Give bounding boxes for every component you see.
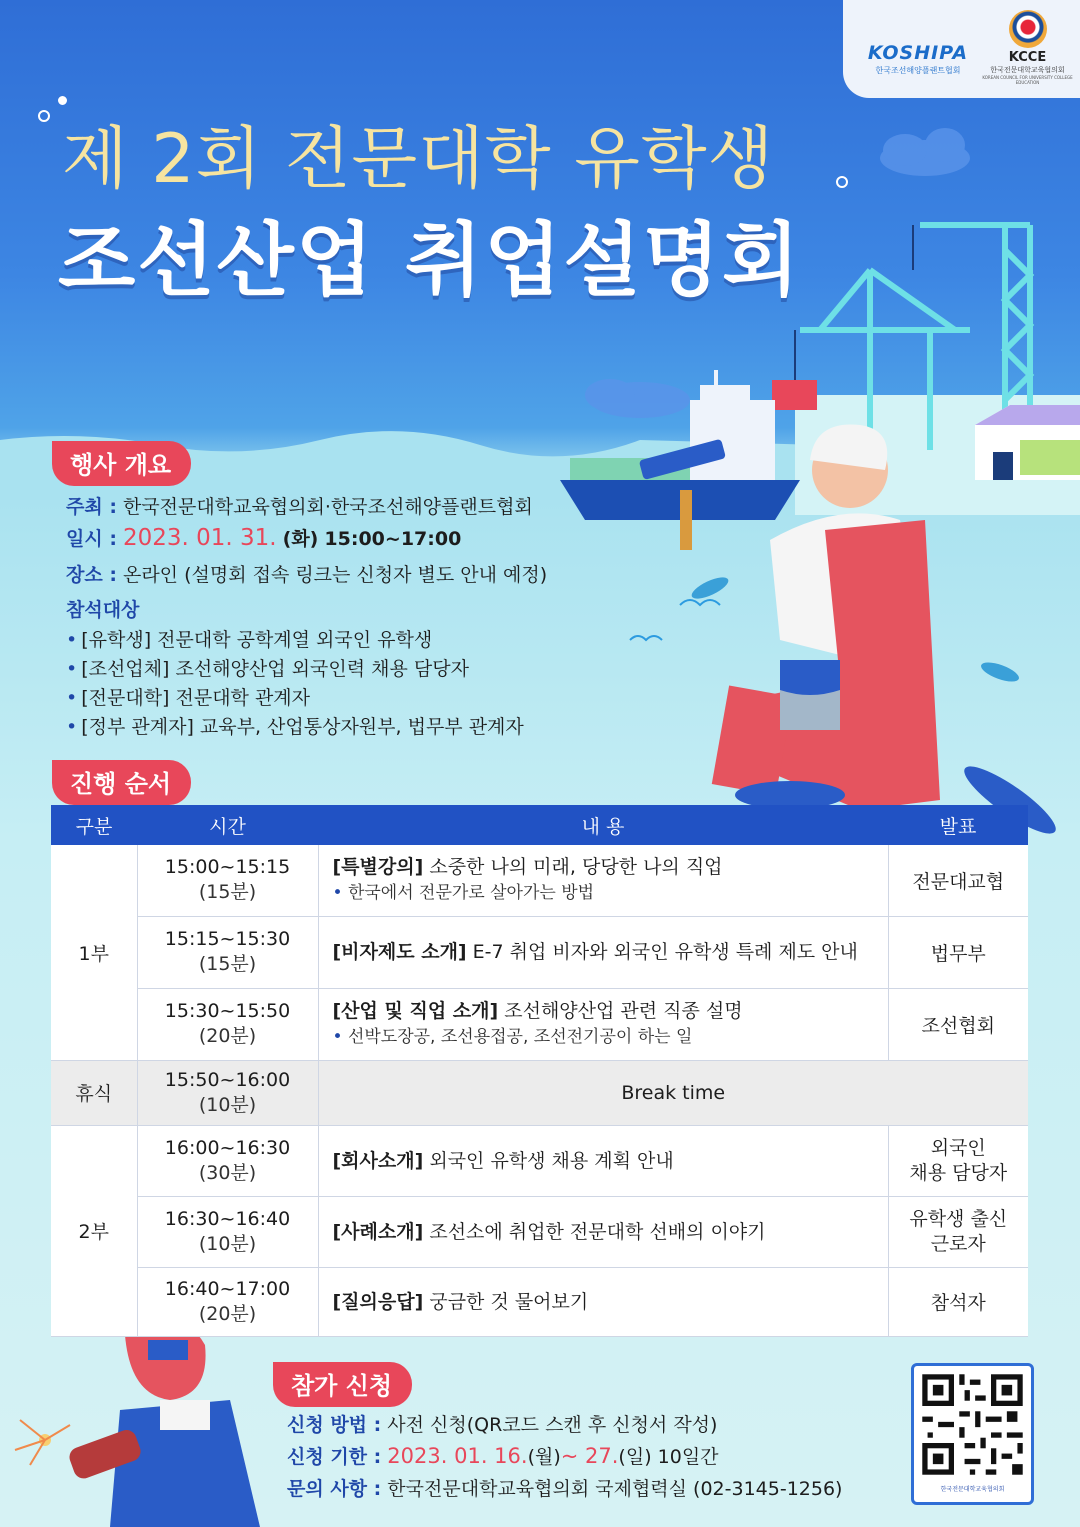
time-cell: 16:30~16:40 (10분): [137, 1196, 318, 1267]
qr-caption: 한국전문대학교육협의회: [940, 1486, 1005, 1493]
speaker-cell: 유학생 출신 근로자: [888, 1196, 1028, 1267]
content-cell: [사례소개] 조선소에 취업한 전문대학 선배의 이야기: [318, 1196, 888, 1267]
time-cell: 15:15~15:30 (15분): [137, 916, 318, 988]
speaker-cell: 법무부: [888, 916, 1028, 988]
decor-dot: [836, 176, 848, 188]
time-cell: 16:00~16:30 (30분): [137, 1125, 318, 1196]
table-row-break: [51, 1060, 1028, 1125]
list-item: • [정부 관계자] 교육부, 산업통상자원부, 법무부 관계자: [66, 716, 524, 738]
time-cell: 15:50~16:00 (10분): [137, 1060, 318, 1125]
content-cell: [특별강의] 소중한 나의 미래, 당당한 나의 직업 • 한국에서 전문가로 살아가는 방법: [318, 845, 888, 916]
time-cell: 15:00~15:15 (15분): [137, 845, 318, 916]
title-line-2: 조선산업 취업설명회: [58, 214, 802, 307]
audience-list: [66, 626, 524, 742]
time-cell: 15:30~15:50 (20분): [137, 988, 318, 1060]
list-item: • [전문대학] 전문대학 관계자: [66, 687, 311, 709]
rest-cell: 휴식: [51, 1060, 137, 1125]
section-apply-label: 참가 신청: [273, 1362, 412, 1407]
table-row: [51, 1125, 1028, 1196]
table-row: [51, 1196, 1028, 1267]
content-cell: [산업 및 직업 소개] 조선해양산업 관련 직종 설명 • 선박도장공, 조선용접공, 조선전기공이 하는 일: [318, 988, 888, 1060]
kcce-logo: KCCE 한국전문대학교육협의회 KOREAN COUNCIL FOR UNIVERSITY COLLEGE EDUCATION: [975, 10, 1080, 85]
speaker-cell: 전문대교협: [888, 845, 1028, 916]
apply-contact-row: 문의 사항 : 한국전문대학교육협의회 국제협력실 (02-3145-1256): [287, 1478, 843, 1500]
schedule-table: [51, 805, 1028, 1337]
table-row: [51, 916, 1028, 988]
table-row: [51, 988, 1028, 1060]
header-speaker: 발표: [888, 805, 1028, 845]
part-2-cell: 2부: [51, 1125, 137, 1336]
logo-panel: [843, 0, 1080, 98]
list-item: • [유학생] 전문대학 공학계열 외국인 유학생: [66, 629, 433, 651]
list-item: • [조선업체] 조선해양산업 외국인력 채용 담당자: [66, 658, 469, 680]
content-cell: [회사소개] 외국인 유학생 채용 계획 안내: [318, 1125, 888, 1196]
table-header-row: [51, 805, 1028, 845]
header-content: 내 용: [318, 805, 888, 845]
content-cell: [질의응답] 궁금한 것 물어보기: [318, 1267, 888, 1336]
part-1-cell: 1부: [51, 845, 137, 1060]
break-time-cell: Break time: [318, 1060, 1028, 1125]
time-cell: 16:40~17:00 (20분): [137, 1267, 318, 1336]
table-row: [51, 845, 1028, 916]
header-category: 구분: [51, 805, 137, 845]
speaker-cell: 참석자: [888, 1267, 1028, 1336]
header-time: 시간: [137, 805, 318, 845]
section-schedule-label: 진행 순서: [52, 760, 191, 805]
content-cell: [비자제도 소개] E-7 취업 비자와 외국인 유학생 특례 제도 안내: [318, 916, 888, 988]
date-row: 일시 : 2023. 01. 31. (화) 15:00~17:00: [66, 525, 462, 551]
apply-method-row: 신청 방법 : 사전 신청(QR코드 스캔 후 신청서 작성): [287, 1414, 718, 1436]
qr-pattern-icon: [917, 1369, 1028, 1480]
section-overview-label: 행사 개요: [52, 441, 191, 486]
qr-code[interactable]: [911, 1363, 1034, 1505]
apply-deadline-row: 신청 기한 : 2023. 01. 16.(월)~ 27.(일) 10일간: [287, 1444, 719, 1468]
table-row: [51, 1267, 1028, 1336]
decor-dot: [58, 96, 67, 105]
decor-dot: [38, 110, 50, 122]
speaker-cell: 외국인 채용 담당자: [888, 1125, 1028, 1196]
place-row: 장소 : 온라인 (설명회 접속 링크는 신청자 별도 안내 예정): [66, 564, 548, 586]
title-line-1: 제 2회 전문대학 유학생: [62, 120, 775, 199]
kcce-emblem-icon: [1009, 10, 1047, 48]
host-row: 주최 : 한국전문대학교육협의회·한국조선해양플랜트협회: [66, 496, 533, 518]
audience-label: 참석대상: [66, 599, 140, 621]
koshipa-logo: KOSHIPA 한국조선해양플랜트협회: [867, 42, 969, 75]
speaker-cell: 조선협회: [888, 988, 1028, 1060]
